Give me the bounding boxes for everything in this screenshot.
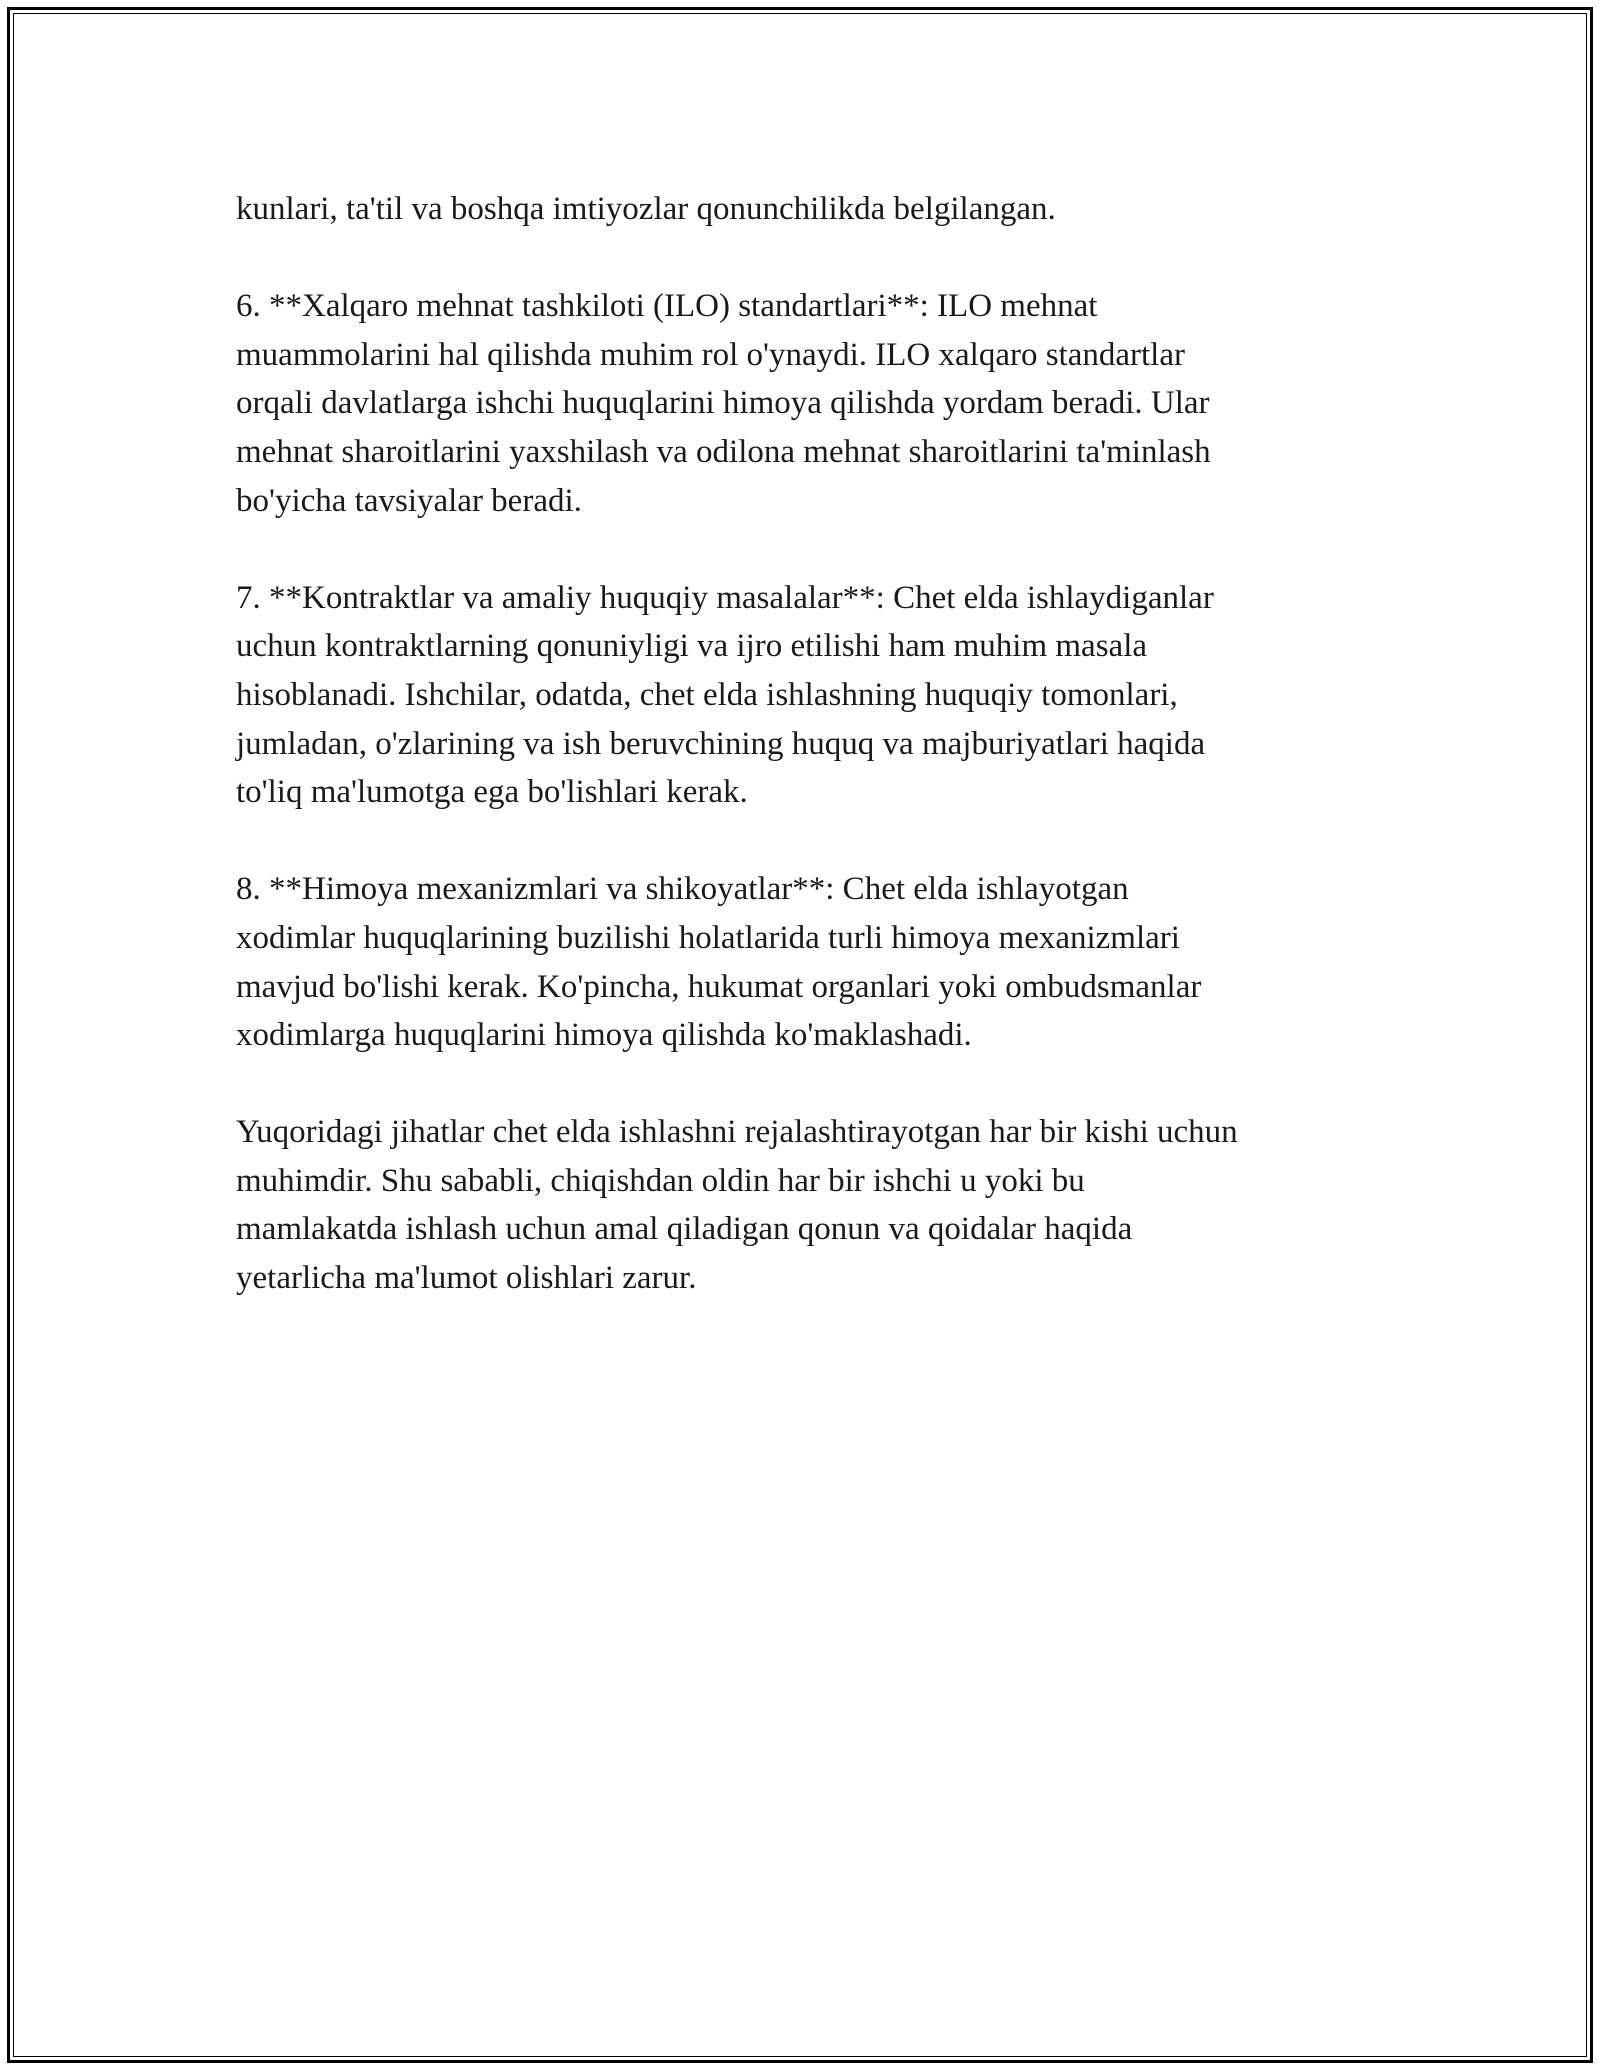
- text-line: jumladan, o'zlarining va ish beruvchining huquq va majburiyatlari haqida: [236, 725, 1206, 762]
- text-line: kunlari, ta'til va boshqa imtiyozlar qonunchilikda belgilangan.: [236, 191, 1056, 227]
- text-line: muhimdir. Shu sababli, chiqishdan oldin har bir ishchi u yoki bu: [236, 1162, 1085, 1199]
- document-body: [236, 185, 1376, 1351]
- text-line: Yuqoridagi jihatlar chet elda ishlashni rejalashtirayotgan har bir kishi uchun: [236, 1114, 1238, 1151]
- text-line: 6. **Xalqaro mehnat tashkiloti (ILO) standartlari**: ILO mehnat: [236, 288, 1098, 325]
- paragraph-conclusion: [236, 1108, 1376, 1302]
- paragraph-item-7: [236, 574, 1376, 817]
- text-line: 7. **Kontraktlar va amaliy huquqiy masalalar**: Chet elda ishlaydiganlar: [236, 579, 1214, 616]
- text-line: mehnat sharoitlarini yaxshilash va odilona mehnat sharoitlarini ta'minlash: [236, 433, 1211, 470]
- text-line: uchun kontraktlarning qonuniyligi va ijro etilishi ham muhim masala: [236, 628, 1148, 665]
- paragraph-continuation: [236, 185, 1376, 234]
- text-line: 8. **Himoya mexanizmlari va shikoyatlar**: Chet elda ishlayotgan: [236, 871, 1129, 908]
- paragraph-item-6: [236, 282, 1376, 525]
- text-line: hisoblanadi. Ishchilar, odatda, chet elda ishlashning huquqiy tomonlari,: [236, 676, 1178, 713]
- text-line: muammolarini hal qilishda muhim rol o'ynaydi. ILO xalqaro standartlar: [236, 336, 1185, 373]
- text-line: bo'yicha tavsiyalar beradi.: [236, 482, 582, 519]
- text-line: mavjud bo'lishi kerak. Ko'pincha, hukumat organlari yoki ombudsmanlar: [236, 968, 1202, 1005]
- text-line: xodimlar huquqlarining buzilishi holatlarida turli himoya mexanizmlari: [236, 919, 1180, 956]
- paragraph-item-8: [236, 865, 1376, 1059]
- text-line: to'liq ma'lumotga ega bo'lishlari kerak.: [236, 774, 748, 811]
- text-line: yetarlicha ma'lumot olishlari zarur.: [236, 1260, 697, 1297]
- text-line: orqali davlatlarga ishchi huquqlarini himoya qilishda yordam beradi. Ular: [236, 385, 1210, 422]
- text-line: mamlakatda ishlash uchun amal qiladigan qonun va qoidalar haqida: [236, 1211, 1133, 1248]
- text-line: xodimlarga huquqlarini himoya qilishda ko'maklashadi.: [236, 1017, 972, 1054]
